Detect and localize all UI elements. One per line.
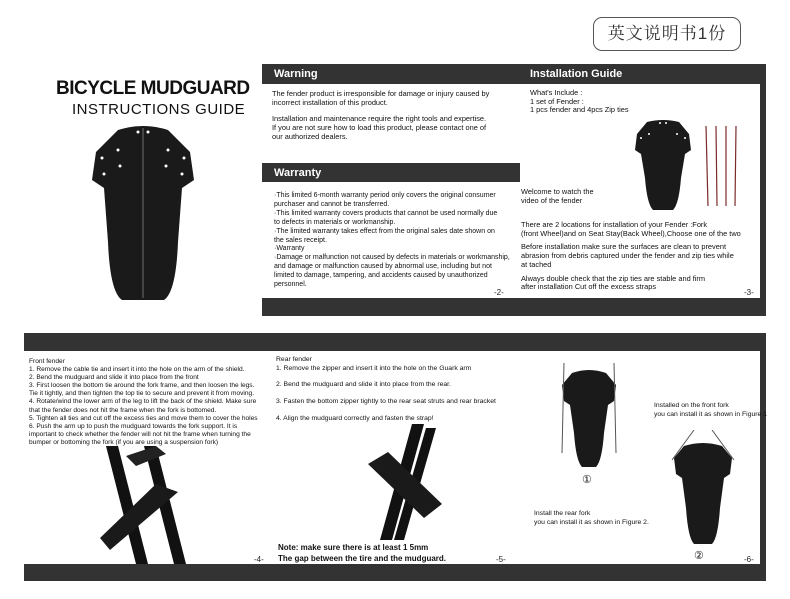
bottom-footer-bar xyxy=(24,564,766,581)
cover-title: BICYCLE MUDGUARD xyxy=(56,78,250,99)
warning-heading: Warning xyxy=(274,68,318,80)
bottom-header-bar xyxy=(24,333,766,351)
installation-text: There are 2 locations for installation of your Fender :Fork (front Wheel)and on Seat Stay(Back Wheel),Choose one of the two Before installation make sure the surfaces are clean to prevent abrasion from debris captured under the fender and zip ties while at tached Always double check that the zip ties are stable and firm after installation Cut off the excess straps xyxy=(521,220,741,292)
page-number-5: -5- xyxy=(496,555,506,564)
warranty-text: ·This limited 6-month warranty period only covers the original consumer purchaser and cannot be transferred. ·This limited warranty covers products that cannot be used normally due to defects in materials or workmanship. ·The limited warranty takes effect from the original sales date shown on the sales receipt. ·Warranty ·Damage or malfunction not caused by defects in materials or workmanship, and damage or malfunction caused by abnormal use, including but not limited to damage, tampering, and accidents caused by unauthorized personnel. xyxy=(274,192,510,289)
page-number-6: -6- xyxy=(744,555,754,564)
zip-ties-image xyxy=(700,124,744,208)
whats-include-text: What's Include : 1 set of Fender : 1 pcs fender and 4pcs Zip ties xyxy=(530,88,629,115)
rear-fender-text: Rear fender 1. Remove the zipper and insert it into the hole on the Guark arm 2. Bend the mudguard and slide it into place from the rear. 3. Fasten the bottom zipper tightly to the rear seat struts and rear bracket 4. Align the mudguard correctly and fasten the strap! xyxy=(276,356,496,422)
page-number-4: -4- xyxy=(254,555,264,564)
warning-text: The fender product is irresponsible for damage or injury caused by incorrect installation of this product. Installation and maintenance require the right tools and expertise. If you are not sure how to load this product, please contact one of our authorized dealers. xyxy=(272,89,490,141)
video-text: Welcome to watch the video of the fender xyxy=(521,187,594,205)
top-header-bar xyxy=(262,64,766,84)
rear-install-caption: Install the rear fork you can install it as shown in Figure 2. xyxy=(534,510,649,526)
figure-1-label: ① xyxy=(582,474,592,486)
front-fork-image xyxy=(96,446,202,564)
gap-note: Note: make sure there is at least 1 5mm The gap between the tire and the mudguard. xyxy=(278,543,447,563)
rear-fork-image xyxy=(352,424,448,540)
chinese-tag: 英文说明书1份 xyxy=(593,17,741,51)
figure-2-image xyxy=(668,430,738,550)
warranty-heading: Warranty xyxy=(274,167,322,179)
mudguard-image xyxy=(90,122,196,304)
front-fender-text: Front fender 1. Remove the cable tie and insert it into the hole on the arm of the shield. 2. Bend the mudguard and slide it into place from the front 3. First loosen the bottom tie around the fork frame, and then loosen the legs. Tie it tightly, and then tighten the top tie to secure and prevent it from moving. 4. Rotate/wind the lower arm of the leg to lift the back of the shield. Make sure that the fender does not hit the frame when the fork is bottomed. 5. Tighten all ties and cut off the excess ties and move them to cover the holes 6. Push the arm up to push the mudguard towards the fork support. It is important to check whether the fender will not hit the frame when turning the bumper or bottoming the fork (if you are using a suspension fork) xyxy=(29,358,258,446)
front-install-caption: Installed on the front fork you can install it as shown in Figure 1 xyxy=(654,402,767,418)
page-number-3: -3- xyxy=(744,288,754,297)
cover-subtitle: INSTRUCTIONS GUIDE xyxy=(72,101,246,118)
page-number-2: -2- xyxy=(494,288,504,297)
installation-heading: Installation Guide xyxy=(530,68,623,80)
fender-kit-image xyxy=(633,118,693,212)
top-footer-bar xyxy=(262,298,766,316)
figure-2-label: ② xyxy=(694,550,704,562)
figure-1-image xyxy=(558,363,620,473)
